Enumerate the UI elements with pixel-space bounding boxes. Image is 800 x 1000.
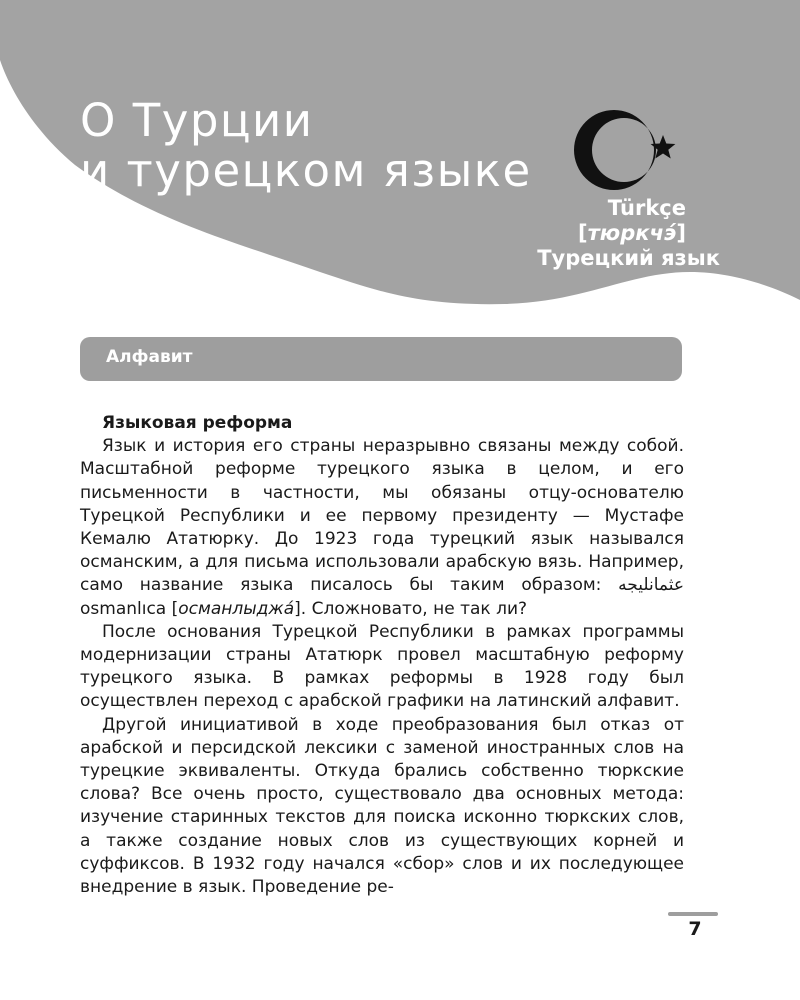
section-header-bar bbox=[80, 337, 682, 381]
language-transcription: [тюркчэ́] bbox=[578, 221, 686, 245]
paragraph-1-end: ]. Сложновато, не так ли? bbox=[294, 598, 528, 619]
page-title-line-1: О Турции bbox=[80, 94, 314, 147]
crescent-and-star-icon bbox=[560, 108, 688, 192]
article-heading: Языковая реформа bbox=[102, 413, 293, 433]
article-body bbox=[80, 412, 684, 899]
paragraph-3: Другой инициативой в ходе преобразования был отказ от арабской и персидской лексики с заменой иностранных слов на турецкие эквиваленты. Откуда брались собственно тюркские слова? Все очень просто, существовало два основных метода: изучение старинных текстов для поиска исконно тюркских слов, а также создание новых слов из существующих корней и суффиксов. В 1932 году начался «сбор» слов и их последующее внедрение в язык. Проведение ре- bbox=[80, 714, 684, 898]
language-name-block bbox=[460, 196, 720, 271]
paragraph-2: После основания Турецкой Республики в рамках программы модернизации страны Ататюрк провел масштабную реформу турецкого языка. В рамках реформы в 1928 году был осуществлен переход с арабской графики на латинский алфавит. bbox=[80, 621, 684, 712]
paragraph-1-latin: osmanlıca [ bbox=[80, 598, 179, 619]
paragraph-1-text: Язык и история его страны неразрывно связаны между собой. Масштабной реформе турецкого языка в целом, и его письменности в частности, мы обязаны отцу-основателю Турецкой Республики и ее первому президенту — Мустафе Кемалю Ататюрку. До 1923 года турецкий язык назывался османским, а для письма использовали арабскую вязь. Например, само название языка писалось бы таким образом: bbox=[80, 436, 684, 596]
arabic-script-word: عثمانلیجه bbox=[618, 575, 684, 596]
page-number-rule bbox=[668, 912, 718, 916]
paragraph-1-transliteration: османлыджа́ bbox=[178, 598, 295, 619]
language-name-russian: Турецкий язык bbox=[537, 246, 720, 270]
paragraph-1 bbox=[80, 435, 684, 621]
language-name-turkish: Türkçe bbox=[607, 196, 686, 220]
page-title bbox=[80, 96, 532, 196]
language-transcription-text: тюркчэ́ bbox=[587, 221, 677, 245]
page-title-line-2: и турецком языке bbox=[80, 144, 532, 197]
page-number: 7 bbox=[688, 918, 702, 940]
section-label: Алфавит bbox=[106, 347, 193, 367]
